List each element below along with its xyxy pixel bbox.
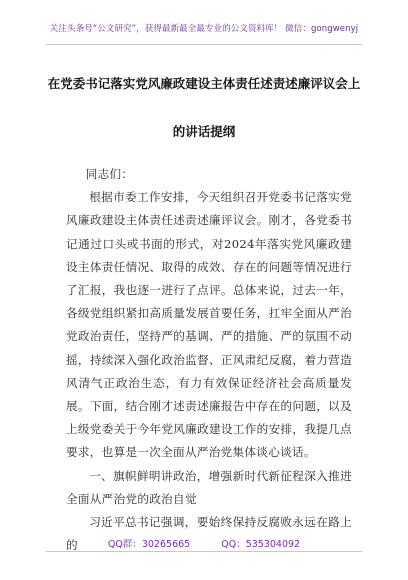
document-title-line2: 的讲话提纲 — [172, 124, 236, 139]
page-footer — [0, 536, 408, 550]
paragraph-section1-start: 习近平总书记强调，要始终保持反腐败永远在路上的 — [66, 515, 352, 553]
paragraph-intro: 根据市委工作安排，今天组织召开党委书记落实党风廉政建设主体责任述责述廉评议会。刚才，各党委书记通过口头或书面的形式，对2024年落实党风廉政建设主体责任情况、取得的成效、存在的问题等情况进行了汇报，我也逐一进行了点评。总体来说，过去一年，各级党组织紧扣高质量发展首要任务，扛牢全面从严治党政治责任，坚持严的基调、严的措施、严的氛围不动摇，持续深入强化政治监督、正风肃纪反腐，着力营造风清气正政治生态，有力有效保证经济社会高质量发展。下面，结合刚才述责述廉报告中存在的问题，以及上级党委关于今年党风廉政建设工作的安排，我提几点要求，也算是一次全面从严治党集体谈心谈话。 — [66, 190, 352, 460]
footer-qq-group: QQ群：30265665 — [107, 539, 191, 550]
section-heading-1: 一、旗帜鲜明讲政治，增强新时代新征程深入推进全面从严治党的政治自觉 — [66, 468, 352, 506]
footer-qq-contact: QQ：535304092 — [221, 539, 301, 550]
document-title-line1: 在党委书记落实党风廉政建设主体责任述责述廉评议会上 — [47, 76, 361, 91]
page-header-promo: 关注头条号“公文研究”，获得最新最全最专业的公文资料库！ 微信：gongwenyj — [49, 24, 359, 34]
header-divider — [46, 44, 362, 45]
greeting: 同志们： — [85, 167, 134, 181]
document-body — [66, 163, 352, 557]
footer-divider — [46, 551, 362, 552]
